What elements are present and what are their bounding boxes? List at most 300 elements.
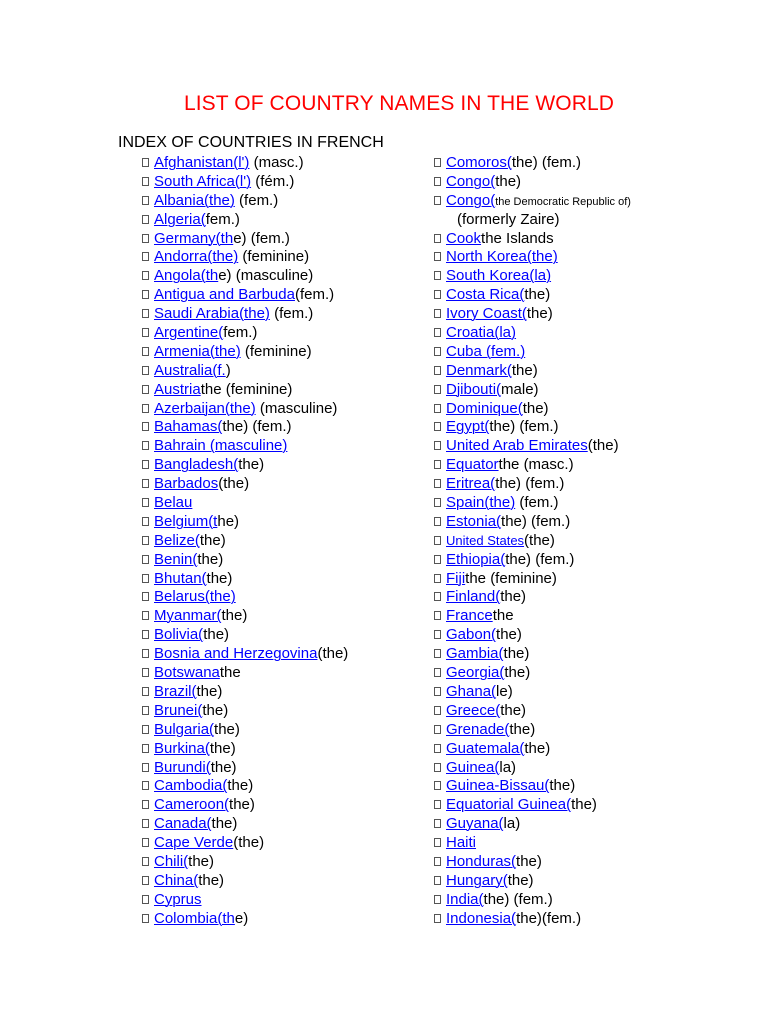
list-item bbox=[434, 532, 631, 551]
bullet-box-icon bbox=[142, 800, 149, 809]
country-link[interactable]: Belarus(the) bbox=[154, 588, 236, 606]
bullet-box-icon bbox=[142, 611, 149, 620]
bullet-box-icon bbox=[434, 592, 441, 601]
list-item bbox=[434, 853, 631, 872]
country-link[interactable]: United States bbox=[446, 532, 525, 548]
country-link[interactable]: Finland( bbox=[446, 588, 501, 606]
country-note: the) (fem.) bbox=[505, 550, 575, 568]
list-item bbox=[142, 626, 348, 645]
bullet-box-icon bbox=[434, 687, 441, 696]
country-link[interactable]: Armenia(the) bbox=[154, 342, 241, 360]
country-link[interactable]: Australia(f. bbox=[154, 361, 226, 379]
list-item bbox=[142, 475, 348, 494]
bullet-box-icon bbox=[142, 838, 149, 847]
country-note: the) bbox=[516, 852, 542, 870]
country-link[interactable]: Djibouti( bbox=[446, 380, 502, 398]
list-item bbox=[434, 267, 631, 286]
country-link[interactable]: Benin( bbox=[154, 550, 198, 568]
bullet-box-icon bbox=[142, 895, 149, 904]
list-item bbox=[142, 702, 348, 721]
country-note: the) bbox=[206, 569, 233, 587]
country-note: the Democratic Republic of) bbox=[495, 195, 631, 208]
list-item bbox=[434, 324, 631, 343]
bullet-box-icon bbox=[434, 234, 441, 243]
country-link[interactable]: Chili( bbox=[154, 852, 189, 870]
list-item bbox=[434, 437, 631, 456]
country-link[interactable]: Bahamas( bbox=[154, 418, 223, 436]
country-note: the) (fem.) bbox=[483, 890, 553, 908]
country-link[interactable]: Azerbaijan(the) bbox=[154, 399, 256, 417]
country-link[interactable]: Costa Rica( bbox=[446, 286, 525, 304]
country-note: the) bbox=[188, 852, 215, 870]
list-item bbox=[142, 248, 348, 267]
bullet-box-icon bbox=[142, 177, 149, 186]
bullet-box-icon bbox=[434, 649, 441, 658]
list-item bbox=[434, 626, 631, 645]
bullet-box-icon bbox=[434, 838, 441, 847]
country-link[interactable]: Gabon( bbox=[446, 626, 497, 644]
country-note: the) bbox=[202, 701, 229, 719]
country-note: the) (fem.) bbox=[501, 512, 571, 530]
list-item bbox=[142, 513, 348, 532]
bullet-box-icon bbox=[434, 366, 441, 375]
list-item bbox=[434, 740, 631, 759]
list-item bbox=[434, 494, 631, 513]
country-note: the) bbox=[509, 720, 536, 738]
list-item bbox=[434, 910, 631, 929]
list-item bbox=[434, 286, 631, 305]
country-link[interactable]: Cyprus bbox=[154, 890, 202, 908]
bullet-box-icon bbox=[434, 498, 441, 507]
country-link[interactable]: United Arab Emirates bbox=[446, 437, 588, 455]
country-note: ) bbox=[225, 361, 231, 379]
country-link[interactable]: Cape Verde bbox=[154, 834, 234, 852]
country-link[interactable]: Congo( bbox=[446, 191, 496, 209]
country-note: the) bbox=[211, 815, 238, 833]
bullet-box-icon bbox=[142, 687, 149, 696]
list-item bbox=[434, 305, 631, 324]
country-note: (fem.) bbox=[294, 286, 335, 304]
country-link[interactable]: Saudi Arabia(the) bbox=[154, 305, 270, 323]
bullet-box-icon bbox=[434, 555, 441, 564]
list-item bbox=[434, 418, 631, 437]
country-link[interactable]: Guinea( bbox=[446, 758, 500, 776]
country-note: the) bbox=[214, 720, 240, 738]
country-link[interactable]: Myanmar( bbox=[154, 607, 222, 625]
country-note: the) (fem.) bbox=[511, 154, 582, 171]
bullet-box-icon bbox=[142, 309, 149, 318]
country-link[interactable]: Albania(the) bbox=[154, 191, 235, 209]
bullet-box-icon bbox=[434, 725, 441, 734]
list-item bbox=[142, 570, 348, 589]
bullet-box-icon bbox=[434, 574, 441, 583]
bullet-box-icon bbox=[434, 744, 441, 753]
bullet-box-icon bbox=[434, 857, 441, 866]
list-item bbox=[434, 173, 631, 192]
bullet-box-icon bbox=[142, 234, 149, 243]
country-link[interactable]: Comoros( bbox=[446, 154, 512, 171]
list-item bbox=[434, 400, 631, 419]
list-item bbox=[142, 815, 348, 834]
country-link[interactable]: Georgia( bbox=[446, 664, 505, 682]
bullet-box-icon bbox=[142, 252, 149, 261]
bullet-box-icon bbox=[142, 914, 149, 923]
list-item bbox=[142, 759, 348, 778]
bullet-box-icon bbox=[142, 385, 149, 394]
country-link[interactable]: Bahrain (masculine) bbox=[154, 437, 288, 455]
bullet-box-icon bbox=[434, 914, 441, 923]
country-note: la) bbox=[503, 815, 521, 833]
country-note: the)(fem.) bbox=[516, 909, 582, 927]
country-note: the) bbox=[503, 645, 530, 663]
bullet-box-icon bbox=[142, 271, 149, 280]
country-note: e) bbox=[234, 909, 249, 927]
bullet-box-icon bbox=[434, 196, 441, 205]
country-note: the) bbox=[209, 739, 236, 757]
list-item bbox=[142, 891, 348, 910]
country-note: the) bbox=[549, 777, 576, 795]
bullet-box-icon bbox=[142, 781, 149, 790]
country-link[interactable]: Denmark( bbox=[446, 361, 512, 379]
page-title: LIST OF COUNTRY NAMES IN THE WORLD bbox=[183, 92, 615, 115]
list-item bbox=[142, 494, 348, 513]
country-link[interactable]: Egypt( bbox=[446, 418, 490, 436]
country-note: the) bbox=[238, 456, 265, 474]
list-item bbox=[142, 362, 348, 381]
country-note: fem.) bbox=[223, 324, 258, 342]
country-note: the) (fem.) bbox=[222, 418, 292, 436]
bullet-box-icon bbox=[142, 517, 149, 526]
bullet-box-icon bbox=[142, 706, 149, 715]
list-item bbox=[434, 815, 631, 834]
country-link[interactable]: Botswana bbox=[154, 664, 220, 682]
list-item bbox=[434, 759, 631, 778]
list-item bbox=[434, 230, 631, 249]
country-link[interactable]: Germany(th bbox=[154, 229, 234, 247]
bullet-box-icon bbox=[142, 725, 149, 734]
country-link[interactable]: South Africa(l') bbox=[154, 172, 252, 190]
country-note: (masculine) bbox=[255, 399, 338, 417]
bullet-box-icon bbox=[142, 536, 149, 545]
country-note: (the) bbox=[218, 475, 250, 493]
list-item bbox=[434, 834, 631, 853]
country-note: the) bbox=[507, 871, 534, 889]
country-link[interactable]: Guinea-Bissau( bbox=[446, 777, 550, 795]
bullet-box-icon bbox=[142, 498, 149, 507]
country-note: the) (fem.) bbox=[495, 475, 565, 493]
bullet-box-icon bbox=[142, 422, 149, 431]
bullet-box-icon bbox=[142, 630, 149, 639]
country-note: the) bbox=[210, 758, 237, 776]
country-link[interactable]: Estonia( bbox=[446, 512, 502, 530]
bullet-box-icon bbox=[434, 460, 441, 469]
bullet-box-icon bbox=[434, 328, 441, 337]
bullet-box-icon bbox=[142, 366, 149, 375]
list-item bbox=[142, 551, 348, 570]
list-item bbox=[142, 211, 348, 230]
country-link[interactable]: Bulgaria( bbox=[154, 720, 215, 738]
bullet-box-icon bbox=[434, 441, 441, 450]
bullet-box-icon bbox=[142, 404, 149, 413]
bullet-box-icon bbox=[434, 517, 441, 526]
bullet-box-icon bbox=[434, 819, 441, 828]
country-note: (the) bbox=[587, 437, 619, 455]
list-item bbox=[142, 796, 348, 815]
country-note: (fem.) bbox=[234, 191, 279, 209]
bullet-box-icon bbox=[142, 328, 149, 337]
bullet-box-icon bbox=[434, 309, 441, 318]
country-note: fem.) bbox=[205, 210, 240, 228]
country-link[interactable]: Burkina( bbox=[154, 739, 210, 757]
country-link[interactable]: Argentine( bbox=[154, 324, 224, 342]
bullet-box-icon bbox=[142, 347, 149, 356]
list-item bbox=[142, 910, 348, 929]
list-item bbox=[142, 400, 348, 419]
country-link[interactable]: Austria bbox=[154, 380, 201, 398]
country-link[interactable]: Brazil( bbox=[154, 682, 197, 700]
country-link[interactable]: Cambodia( bbox=[154, 777, 228, 795]
country-link[interactable]: Cameroon( bbox=[154, 796, 230, 814]
country-note: the) bbox=[496, 626, 522, 644]
bullet-box-icon bbox=[142, 196, 149, 205]
country-link[interactable]: Grenade( bbox=[446, 720, 510, 738]
list-item bbox=[434, 796, 631, 815]
country-note: the bbox=[219, 664, 241, 682]
index-heading: INDEX OF COUNTRIES IN FRENCH bbox=[118, 134, 384, 151]
right-country-list bbox=[434, 154, 631, 929]
bullet-box-icon bbox=[434, 290, 441, 299]
list-item bbox=[142, 683, 348, 702]
country-link[interactable]: Indonesia( bbox=[446, 909, 517, 927]
country-link[interactable]: Angola(th bbox=[154, 267, 219, 285]
bullet-box-icon bbox=[434, 252, 441, 261]
list-item bbox=[434, 343, 631, 362]
list-item bbox=[142, 456, 348, 475]
country-link[interactable]: Ethiopia( bbox=[446, 550, 506, 568]
country-link[interactable]: Eritrea( bbox=[446, 475, 496, 493]
country-link[interactable]: Bosnia and Herzegovina bbox=[154, 645, 318, 663]
bullet-box-icon bbox=[142, 215, 149, 224]
list-item bbox=[434, 588, 631, 607]
country-link[interactable]: China( bbox=[154, 871, 199, 889]
country-note: (the) bbox=[317, 645, 349, 663]
country-link[interactable]: Bangladesh( bbox=[154, 456, 239, 474]
country-note: the) bbox=[229, 796, 255, 814]
list-item bbox=[434, 664, 631, 683]
country-note: (feminine) bbox=[240, 342, 312, 360]
country-note: the) bbox=[524, 739, 551, 757]
country-link[interactable]: Antigua and Barbuda bbox=[154, 286, 295, 304]
list-item bbox=[434, 211, 631, 230]
bullet-box-icon bbox=[434, 271, 441, 280]
list-item bbox=[142, 437, 348, 456]
list-item bbox=[434, 362, 631, 381]
bullet-box-icon bbox=[142, 158, 149, 167]
bullet-box-icon bbox=[434, 347, 441, 356]
list-item bbox=[142, 645, 348, 664]
list-item bbox=[434, 154, 631, 173]
bullet-box-icon bbox=[142, 592, 149, 601]
country-link[interactable]: Algeria( bbox=[154, 210, 206, 228]
bullet-box-icon bbox=[142, 290, 149, 299]
continuation-text: (formerly Zaire) bbox=[457, 210, 560, 228]
bullet-box-icon bbox=[142, 763, 149, 772]
country-note: the) bbox=[199, 531, 226, 549]
list-item bbox=[142, 192, 348, 211]
bullet-box-icon bbox=[434, 158, 441, 167]
list-item bbox=[434, 513, 631, 532]
list-item bbox=[142, 588, 348, 607]
bullet-box-icon bbox=[142, 460, 149, 469]
list-item bbox=[142, 305, 348, 324]
list-item bbox=[142, 173, 348, 192]
country-link[interactable]: Equatorial Guinea( bbox=[446, 796, 572, 814]
list-item bbox=[434, 551, 631, 570]
list-item bbox=[142, 324, 348, 343]
bullet-box-icon bbox=[434, 763, 441, 772]
country-link[interactable]: North Korea(the) bbox=[446, 248, 558, 266]
country-note: the) bbox=[203, 626, 230, 644]
bullet-box-icon bbox=[434, 895, 441, 904]
country-note: the) bbox=[571, 796, 597, 814]
country-link[interactable]: Brunei( bbox=[154, 701, 203, 719]
country-note: (the) bbox=[524, 531, 555, 549]
list-item bbox=[434, 570, 631, 589]
country-link[interactable]: Haiti bbox=[446, 834, 477, 852]
country-link[interactable]: Ivory Coast( bbox=[446, 305, 527, 323]
list-item bbox=[142, 777, 348, 796]
list-item bbox=[434, 607, 631, 626]
country-link[interactable]: France bbox=[446, 607, 493, 625]
bullet-box-icon bbox=[434, 422, 441, 431]
country-link[interactable]: Barbados bbox=[154, 475, 219, 493]
country-link[interactable]: Belau bbox=[154, 494, 193, 512]
list-item bbox=[142, 834, 348, 853]
country-link[interactable]: Bolivia( bbox=[154, 626, 204, 644]
bullet-box-icon bbox=[434, 385, 441, 394]
list-item bbox=[434, 248, 631, 267]
bullet-box-icon bbox=[434, 668, 441, 677]
country-note: the Islands bbox=[481, 229, 554, 247]
country-note: the) (fem.) bbox=[489, 418, 559, 436]
country-link[interactable]: Honduras( bbox=[446, 852, 517, 870]
bullet-box-icon bbox=[142, 555, 149, 564]
list-item bbox=[434, 872, 631, 891]
country-link[interactable]: South Korea(la) bbox=[446, 267, 552, 285]
country-link[interactable]: Cuba (fem.) bbox=[446, 342, 526, 360]
country-note: the) bbox=[196, 682, 223, 700]
bullet-box-icon bbox=[434, 479, 441, 488]
bullet-box-icon bbox=[142, 857, 149, 866]
country-note: the) bbox=[198, 871, 225, 889]
country-link[interactable]: Dominique( bbox=[446, 399, 523, 417]
country-note: the) bbox=[504, 664, 531, 682]
country-note: he) bbox=[217, 512, 240, 530]
country-link[interactable]: Fiji bbox=[446, 569, 466, 587]
list-item bbox=[142, 664, 348, 683]
bullet-box-icon bbox=[142, 574, 149, 583]
list-item bbox=[142, 154, 348, 173]
country-note: the (feminine) bbox=[465, 569, 557, 587]
bullet-box-icon bbox=[142, 876, 149, 885]
country-note: (fem.) bbox=[515, 494, 559, 512]
country-link[interactable]: Spain(the) bbox=[446, 494, 516, 512]
country-note: the) bbox=[524, 286, 551, 304]
country-link[interactable]: Canada( bbox=[154, 815, 212, 833]
list-item bbox=[142, 418, 348, 437]
country-link[interactable]: Hungary( bbox=[446, 871, 508, 889]
bullet-box-icon bbox=[142, 479, 149, 488]
bullet-box-icon bbox=[142, 744, 149, 753]
country-link[interactable]: Ghana( bbox=[446, 682, 497, 700]
list-item bbox=[142, 532, 348, 551]
list-item bbox=[142, 872, 348, 891]
country-link[interactable]: Guyana( bbox=[446, 815, 504, 833]
country-note: the) bbox=[197, 550, 224, 568]
bullet-box-icon bbox=[142, 668, 149, 677]
country-link[interactable]: Belize( bbox=[154, 531, 200, 549]
country-note: the) bbox=[221, 607, 248, 625]
bullet-box-icon bbox=[142, 819, 149, 828]
list-item bbox=[434, 721, 631, 740]
country-link[interactable]: Burundi( bbox=[154, 758, 211, 776]
country-note: la) bbox=[499, 758, 517, 776]
list-item bbox=[434, 192, 631, 211]
bullet-box-icon bbox=[434, 536, 441, 545]
country-link[interactable]: Belgium(t bbox=[154, 512, 218, 530]
country-link[interactable]: Andorra(the) bbox=[154, 248, 239, 266]
list-item bbox=[142, 286, 348, 305]
country-link[interactable]: Bhutan( bbox=[154, 569, 207, 587]
list-item bbox=[434, 645, 631, 664]
bullet-box-icon bbox=[434, 706, 441, 715]
country-link[interactable]: Greece( bbox=[446, 701, 501, 719]
country-note: (fem.) bbox=[269, 305, 314, 323]
country-note: (the) bbox=[233, 834, 265, 852]
country-note: male) bbox=[501, 380, 539, 398]
country-note: (fém.) bbox=[251, 172, 295, 190]
list-item bbox=[434, 456, 631, 475]
country-note: the bbox=[492, 607, 514, 625]
list-item bbox=[142, 607, 348, 626]
left-country-list bbox=[142, 154, 348, 929]
country-link[interactable]: Guatemala( bbox=[446, 739, 525, 757]
list-item bbox=[142, 740, 348, 759]
country-note: the (feminine) bbox=[200, 380, 293, 398]
country-link[interactable]: Gambia( bbox=[446, 645, 504, 663]
country-note: e) (masculine) bbox=[218, 267, 314, 285]
bullet-box-icon bbox=[434, 611, 441, 620]
country-link[interactable]: Equator bbox=[446, 456, 499, 474]
list-item bbox=[142, 381, 348, 400]
country-note: the) bbox=[500, 588, 527, 606]
country-note: e) (fem.) bbox=[233, 229, 290, 247]
country-note: le) bbox=[496, 682, 513, 700]
bullet-box-icon bbox=[434, 404, 441, 413]
country-note: the) bbox=[511, 361, 538, 379]
country-link[interactable]: Afghanistan(l') bbox=[154, 154, 250, 171]
list-item bbox=[142, 230, 348, 249]
country-note: the) bbox=[227, 777, 254, 795]
country-note: (feminine) bbox=[238, 248, 310, 266]
country-link[interactable]: Colombia(th bbox=[154, 909, 235, 927]
country-link[interactable]: India( bbox=[446, 890, 484, 908]
country-note: the (masc.) bbox=[498, 456, 574, 474]
country-link[interactable]: Croatia(la) bbox=[446, 324, 517, 342]
country-link[interactable]: Congo( bbox=[446, 172, 496, 190]
list-item bbox=[434, 683, 631, 702]
country-link[interactable]: Cook bbox=[446, 229, 482, 247]
